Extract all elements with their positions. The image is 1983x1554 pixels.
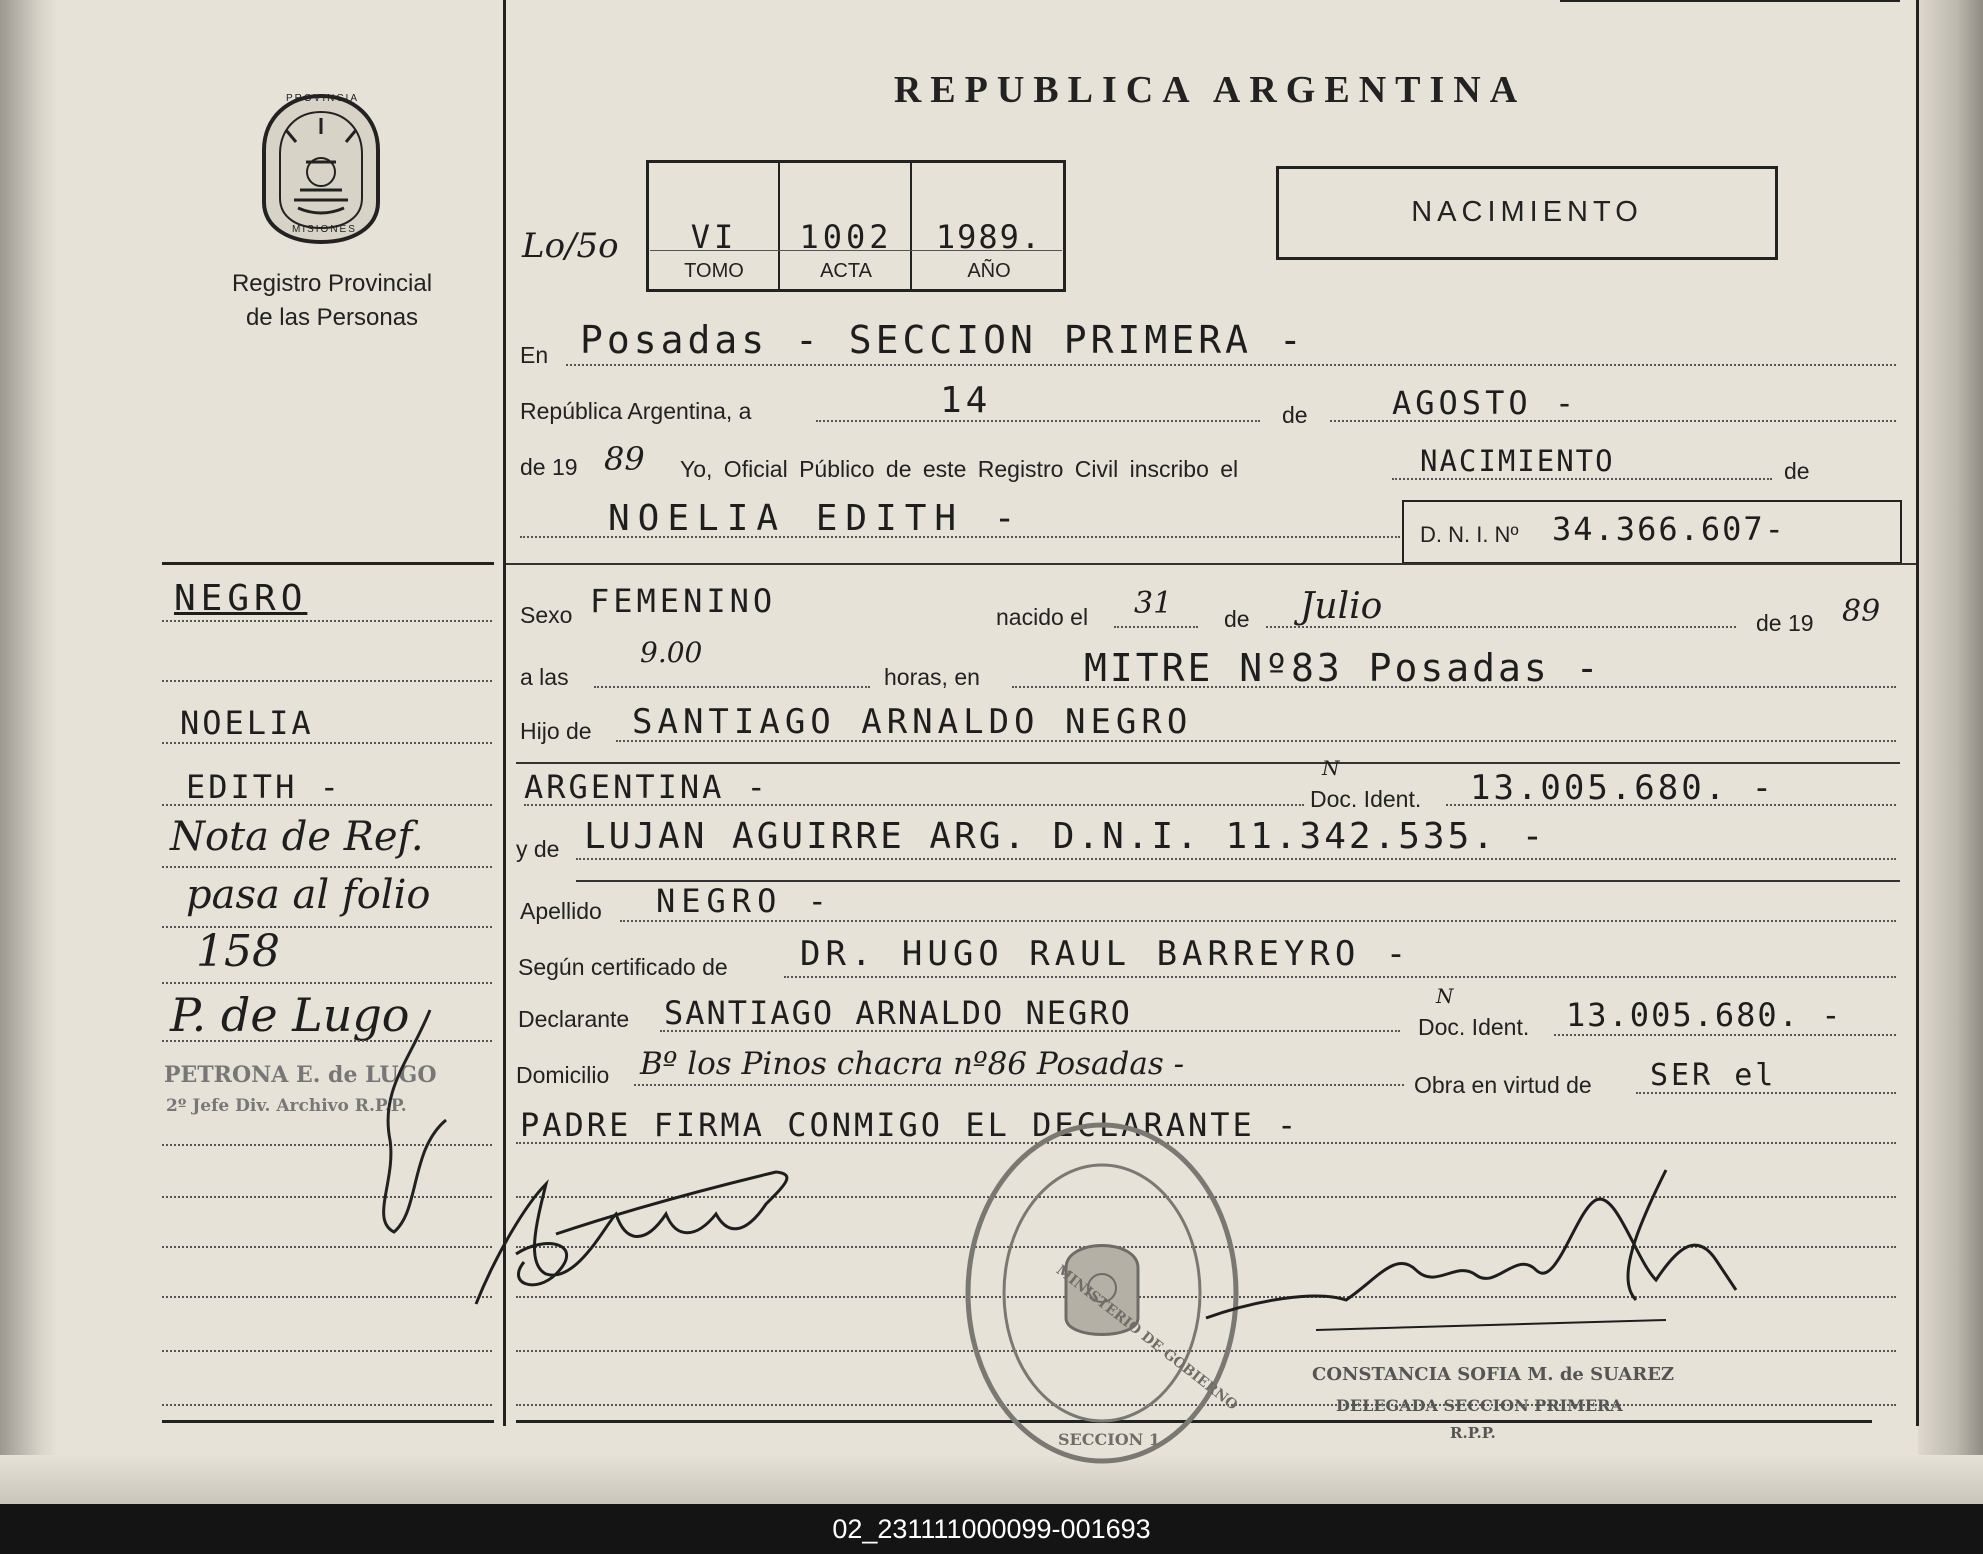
anio-label: AÑO xyxy=(967,260,1011,282)
closing-statement: PADRE FIRMA CONMIGO EL DECLARANTE - xyxy=(520,1106,1300,1144)
time-label: a las xyxy=(520,664,569,690)
certificate-label: Según certificado de xyxy=(518,954,728,980)
official-signature xyxy=(1196,1150,1756,1350)
father-doc-mark: N xyxy=(1322,756,1340,780)
record-ref-divider-2 xyxy=(910,160,912,292)
birth-month: Julio xyxy=(1300,586,1383,627)
birth-day-line xyxy=(1114,626,1198,628)
birth-day: 31 xyxy=(1134,586,1173,621)
margin-line xyxy=(162,982,492,984)
place-label: En xyxy=(520,342,549,368)
official-title: DELEGADA SECCION PRIMERA xyxy=(1336,1396,1623,1415)
declarant-doc-line xyxy=(1554,1034,1896,1036)
margin-bottom-rule xyxy=(162,1420,494,1423)
registry-name-line2: de las Personas xyxy=(245,304,419,331)
sex-label: Sexo xyxy=(520,602,573,628)
certificate-line xyxy=(784,976,1896,978)
time-line xyxy=(594,686,870,688)
declarant-doc-mark: N xyxy=(1436,984,1454,1008)
page-edge xyxy=(1918,0,1983,1504)
margin-note-folio: 158 xyxy=(196,926,280,977)
place-value: Posadas - SECCION PRIMERA - xyxy=(580,318,1306,362)
registration-month: AGOSTO - xyxy=(1392,384,1579,422)
father-label: Hijo de xyxy=(520,718,592,744)
date-label: República Argentina, a xyxy=(520,398,752,424)
obra-value: SER el xyxy=(1650,1058,1777,1093)
act-type-value: NACIMIENTO xyxy=(1420,444,1615,478)
father-name: SANTIAGO ARNALDO NEGRO xyxy=(632,702,1193,742)
right-border xyxy=(1916,0,1919,1426)
official-statement: Yo, Oficial Público de este Registro Civil inscribo el xyxy=(680,456,1239,482)
country-title: REPUBLICA ARGENTINA xyxy=(893,69,1527,111)
declarant-name: SANTIAGO ARNALDO NEGRO xyxy=(664,994,1132,1032)
margin-line xyxy=(162,866,492,868)
registration-day: 14 xyxy=(940,380,992,421)
child-name: NOELIA EDITH - xyxy=(608,498,1024,539)
address-label: Domicilio xyxy=(516,1062,610,1088)
surname-label: Apellido xyxy=(520,898,602,924)
birth-de-label-1: de xyxy=(1224,606,1250,632)
registry-name-line1: Registro Provincial xyxy=(231,270,433,297)
stamp-inner-text: MINISTERIO DE GOBIERNO xyxy=(1052,1262,1241,1414)
margin-line xyxy=(162,620,492,622)
acta-label: ACTA xyxy=(820,260,872,282)
clerk-title: 2º Jefe Div. Archivo R.P.P. xyxy=(166,1096,407,1116)
birth-de-label-2: de 19 xyxy=(1756,610,1814,636)
margin-line xyxy=(162,1246,492,1248)
top-border-fragment xyxy=(1560,0,1900,2)
act-type-line xyxy=(1392,478,1772,480)
margin-note-signature: P. de Lugo xyxy=(170,988,410,1042)
mother-line xyxy=(576,858,1896,860)
surname-value: NEGRO - xyxy=(656,882,833,920)
section-rule xyxy=(506,563,1916,565)
emblem-bottom-text: MISIONES xyxy=(292,224,357,235)
father-doc-value: 13.005.680. - xyxy=(1470,768,1776,808)
margin-line xyxy=(162,742,492,744)
margin-line xyxy=(162,1296,492,1298)
dni-value: 34.366.607- xyxy=(1552,510,1786,548)
emblem-top-text: PROVINCIA xyxy=(286,93,360,104)
birth-time: 9.00 xyxy=(640,636,703,669)
surname-line xyxy=(620,920,1896,922)
place-line xyxy=(566,364,1896,366)
margin-top-rule xyxy=(162,562,494,565)
margin-line xyxy=(162,1404,492,1406)
day-line xyxy=(816,420,1260,422)
birth-place: MITRE Nº83 Posadas - xyxy=(1084,646,1602,690)
margin-line xyxy=(162,680,492,682)
father-doc-label: Doc. Ident. xyxy=(1310,786,1422,812)
act-type-de-label: de xyxy=(1784,458,1810,484)
margin-line xyxy=(162,1350,492,1352)
address-line xyxy=(634,1084,1404,1086)
image-caption: 02_231111000099-001693 xyxy=(0,1504,1983,1554)
declarant-label: Declarante xyxy=(518,1006,630,1032)
father-nationality-line xyxy=(524,804,1304,806)
birth-year: 89 xyxy=(1842,594,1881,629)
margin-name-2: EDITH - xyxy=(186,768,342,806)
declarant-doc-label: Doc. Ident. xyxy=(1418,1014,1530,1040)
year-prefix: de 19 xyxy=(520,454,578,480)
margin-signature-flourish xyxy=(350,1000,470,1240)
anio-value: 1989. xyxy=(935,218,1043,256)
date-de-label: de xyxy=(1282,402,1308,428)
mother-label: y de xyxy=(516,836,560,862)
certificate-value: DR. HUGO RAUL BARREYRO - xyxy=(800,934,1412,974)
margin-line xyxy=(162,804,492,806)
hours-label: horas, en xyxy=(884,664,980,690)
clerk-name: PETRONA E. de LUGO xyxy=(164,1062,437,1088)
obra-label: Obra en virtud de xyxy=(1414,1072,1592,1098)
stamp-bottom-text: SECCION 1 xyxy=(1058,1430,1160,1449)
father-rule xyxy=(516,762,1900,764)
official-name: CONSTANCIA SOFIA M. de SUAREZ xyxy=(1312,1364,1675,1385)
acta-value: 1002 xyxy=(799,218,893,256)
mother-value: LUJAN AGUIRRE ARG. D.N.I. 11.342.535. - xyxy=(584,816,1547,857)
record-type-label: NACIMIENTO xyxy=(1411,196,1643,228)
record-ref-divider-1 xyxy=(778,160,780,292)
margin-note-line1: Nota de Ref. xyxy=(170,814,424,860)
sex-value: FEMENINO xyxy=(590,582,777,620)
dni-label: D. N. I. Nº xyxy=(1420,522,1519,547)
tomo-value: VI xyxy=(690,218,738,256)
official-org: R.P.P. xyxy=(1450,1424,1496,1442)
margin-note-line2: pasa al folio xyxy=(186,872,431,918)
tomo-label: TOMO xyxy=(684,260,744,282)
declarant-doc-value: 13.005.680. - xyxy=(1566,996,1843,1034)
birth-date-label: nacido el xyxy=(996,604,1089,630)
record-prefix-handwritten: Lo/5o xyxy=(522,226,619,266)
father-nationality: ARGENTINA - xyxy=(524,768,769,806)
book-gutter xyxy=(0,0,58,1504)
registration-year: 89 xyxy=(604,440,645,478)
margin-name-1: NOELIA xyxy=(180,704,314,742)
address-value: Bº los Pinos chacra nº86 Posadas - xyxy=(640,1046,1185,1082)
margin-surname: NEGRO xyxy=(174,578,308,619)
